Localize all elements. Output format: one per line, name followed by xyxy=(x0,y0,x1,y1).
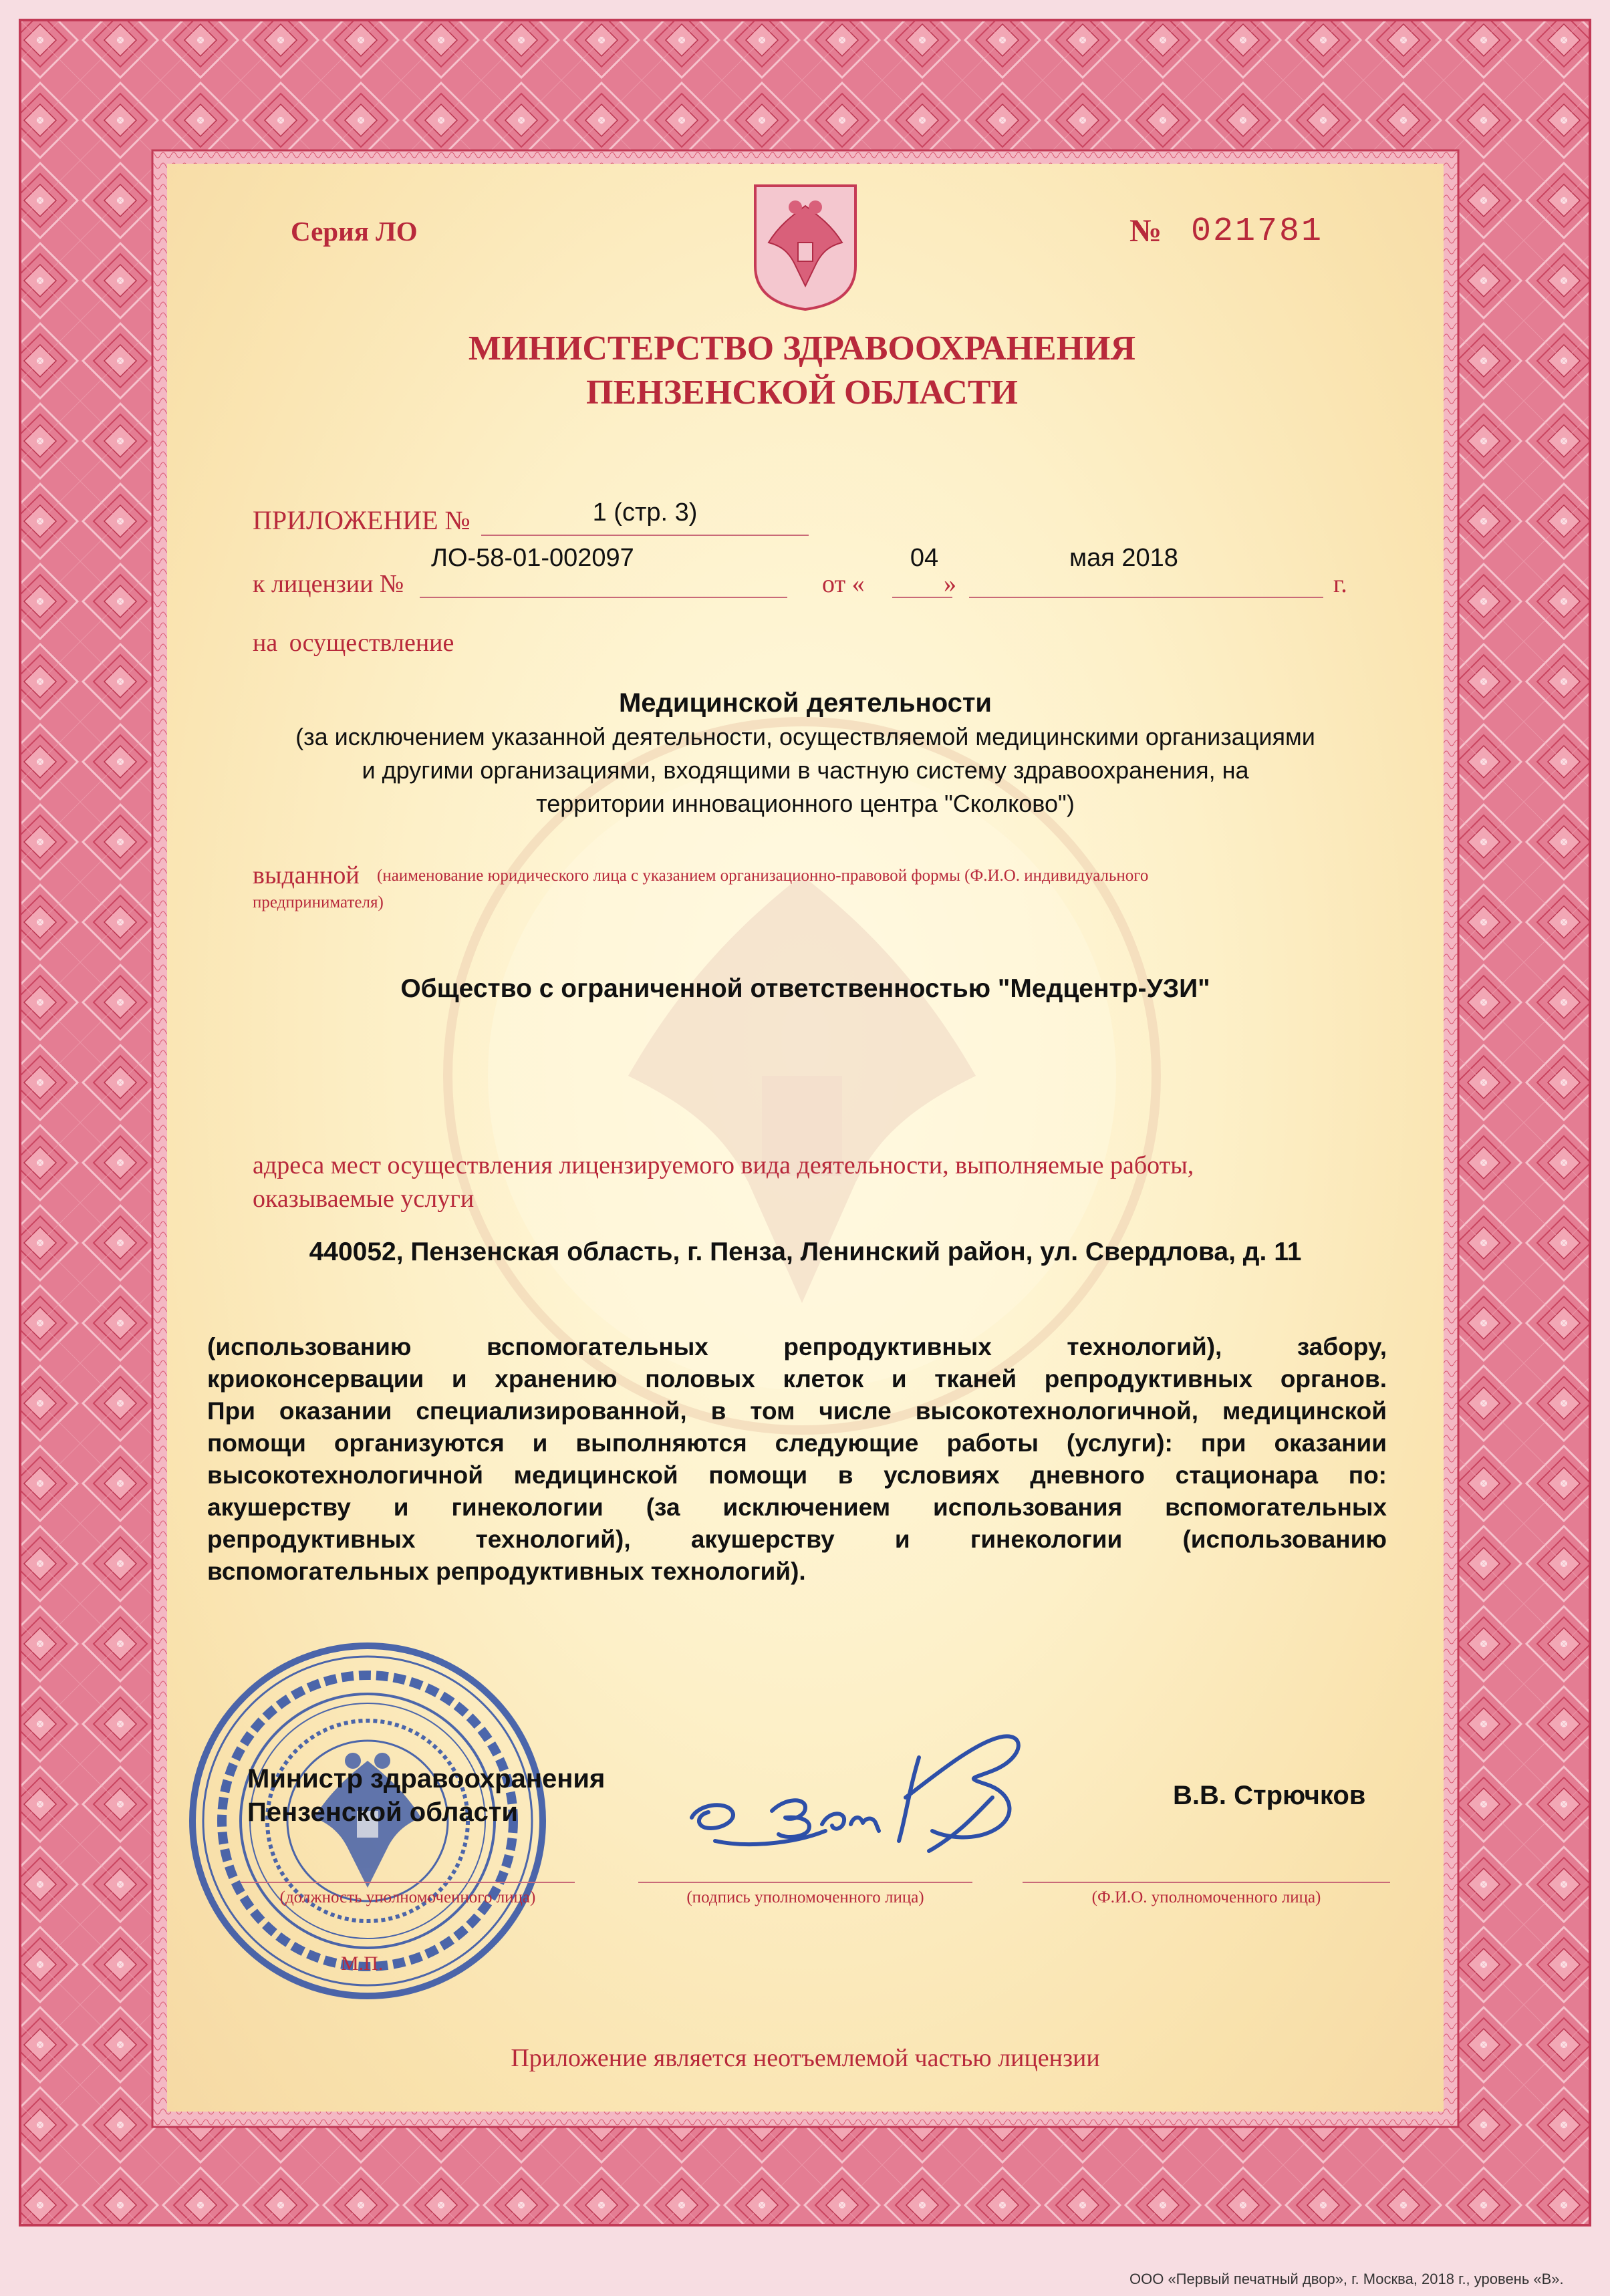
appendix-label: ПРИЛОЖЕНИЕ № xyxy=(253,505,471,535)
date-month-underline xyxy=(969,597,1323,598)
handwritten-signature-icon xyxy=(678,1717,1059,1878)
activity-note-line-3: территории инновационного центра "Сколково") xyxy=(536,790,1075,817)
issuer-line-1: МИНИСТЕРСТВО ЗДРАВООХРАНЕНИЯ xyxy=(468,329,1136,368)
signature-underline xyxy=(638,1882,972,1883)
address-label-line-1: адреса мест осуществления лицензируемого вида деятельности, выполняемые работы, xyxy=(253,1151,1194,1179)
license-series-number: 021781 xyxy=(1191,212,1324,251)
issued-to-hint-line-2: предпринимателя) xyxy=(253,893,384,911)
date-day-close: » xyxy=(944,570,956,598)
organization-name: Общество с ограниченной ответственностью "Медцентр-УЗИ" xyxy=(400,974,1210,1003)
address-label-line-2: оказываемые услуги xyxy=(253,1185,475,1213)
appendix-number: 1 (стр. 3) xyxy=(592,498,698,527)
services-line-8: вспомогательных репродуктивных технологий). xyxy=(207,1558,806,1585)
state-emblem-icon xyxy=(749,179,862,313)
services-line-1: (использованию вспомогательных репродуктивных технологий), забору, xyxy=(207,1333,1387,1360)
signatory-name: В.В. Стрючков xyxy=(1173,1781,1366,1810)
activity-note-line-1: (за исключением указанной деятельности, осуществляемой медицинскими организациями xyxy=(295,723,1315,750)
activity-label: на осуществление xyxy=(253,629,454,657)
address-value: 440052, Пензенская область, г. Пенза, Ленинский район, ул. Свердлова, д. 11 xyxy=(309,1238,1302,1266)
license-number: ЛО-58-01-002097 xyxy=(431,544,634,572)
signatory-position-line-1: Министр здравоохранения xyxy=(247,1764,606,1793)
date-month-year: мая 2018 xyxy=(1069,544,1178,572)
issuer-line-2: ПЕНЗЕНСКОЙ ОБЛАСТИ xyxy=(586,374,1018,412)
activity-note-line-2: и другими организациями, входящими в частную систему здравоохранения, на xyxy=(362,756,1249,784)
position-underline xyxy=(241,1882,575,1883)
year-suffix: г. xyxy=(1333,570,1347,598)
appendix-underline xyxy=(481,535,809,536)
signatory-position-line-2: Пензенской области xyxy=(247,1798,519,1827)
activity-title: Медицинской деятельности xyxy=(618,688,992,718)
license-label: к лицензии № xyxy=(253,570,404,598)
services-line-6: акушерству и гинекологии (за исключением использования вспомогательных xyxy=(207,1493,1387,1521)
seal-place-label: М.П. xyxy=(341,1953,384,1975)
issued-to-label: выданной xyxy=(253,861,360,889)
services-line-2: криоконсервации и хранению половых клеток и тканей репродуктивных органов. xyxy=(207,1365,1387,1393)
number-sign: № xyxy=(1129,213,1162,249)
series-label: Серия ЛО xyxy=(291,216,418,247)
name-underline xyxy=(1023,1882,1390,1883)
issued-to-hint-line-1: (наименование юридического лица с указанием организационно-правовой формы (Ф.И.О. индивидуального xyxy=(377,867,1149,885)
services-line-3: При оказании специализированной, в том числе высокотехнологичной, медицинской xyxy=(207,1397,1387,1425)
services-line-7: репродуктивных технологий), акушерству и гинекологии (использованию xyxy=(207,1526,1387,1553)
printer-imprint: ООО «Первый печатный двор», г. Москва, 2018 г., уровень «В». xyxy=(1129,2271,1564,2287)
caption-name: (Ф.И.О. уполномоченного лица) xyxy=(1091,1888,1321,1906)
license-underline xyxy=(420,597,787,598)
caption-position: (должность уполномоченного лица) xyxy=(279,1888,536,1906)
services-line-4: помощи организуются и выполняются следующие работы (услуги): при оказании xyxy=(207,1429,1387,1457)
date-day: 04 xyxy=(910,544,939,572)
services-line-5: высокотехнологичной медицинской помощи в условиях дневного стационара по: xyxy=(207,1461,1387,1489)
footer-note: Приложение является неотъемлемой частью лицензии xyxy=(511,2044,1100,2072)
caption-signature: (подпись уполномоченного лица) xyxy=(686,1888,924,1906)
date-from-label: от « xyxy=(822,570,865,598)
